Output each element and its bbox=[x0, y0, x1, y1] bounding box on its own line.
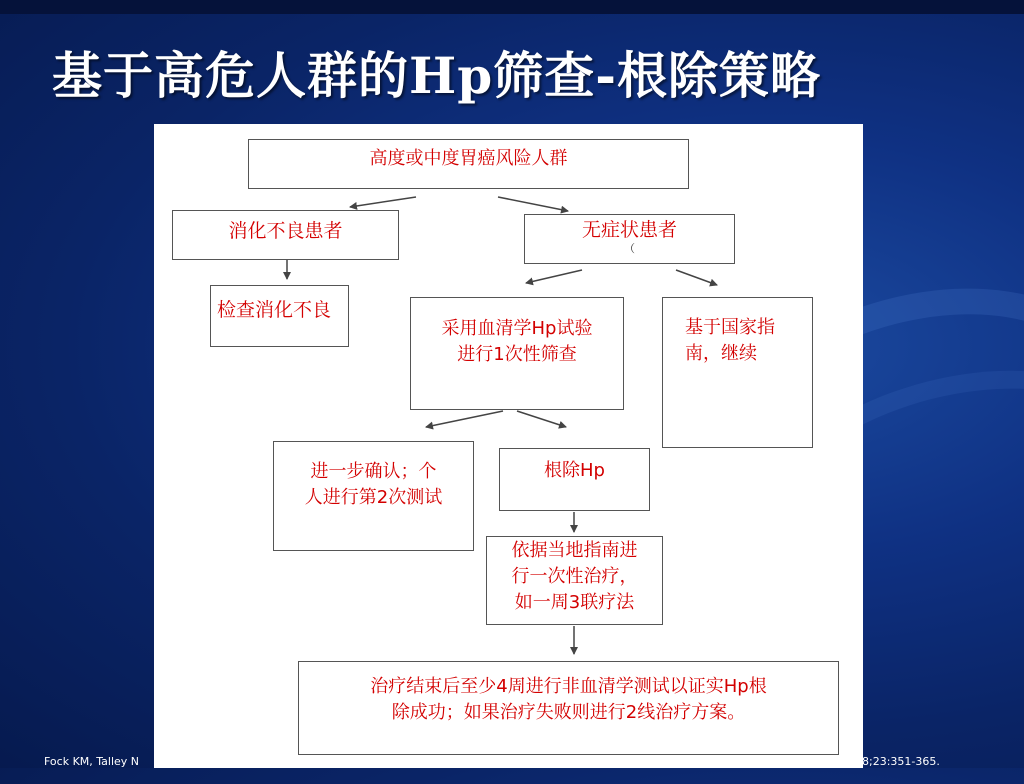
arrow-to-asymptomatic bbox=[498, 197, 568, 211]
confirm-line-1: 进一步确认；个 bbox=[310, 461, 437, 482]
footer-citation-right: 8;23:351-365. bbox=[862, 755, 940, 768]
local-line-2: 行一次性治疗， bbox=[511, 566, 638, 587]
arrow-to-confirm bbox=[426, 411, 503, 427]
top-bar bbox=[0, 0, 1024, 14]
confirm-line-2: 人进行第2次测试 bbox=[304, 487, 443, 508]
arrow-to-national bbox=[676, 270, 717, 285]
serology-line-1: 采用血清学Hp试验 bbox=[441, 318, 593, 339]
asymptomatic-note: （ bbox=[624, 242, 635, 255]
risk-group-label: 高度或中度胃癌风险人群 bbox=[369, 148, 568, 169]
arrow-to-eradicate bbox=[517, 411, 566, 427]
national-line-1: 基于国家指 bbox=[685, 317, 775, 338]
asymptomatic-label: 无症状患者 bbox=[581, 219, 677, 241]
arrow-to-dyspepsia bbox=[350, 197, 416, 207]
national-line-2: 南，继续 bbox=[685, 343, 757, 364]
final-line-1: 治疗结束后至少4周进行非血清学测试以证实Hp根 bbox=[370, 676, 767, 697]
footer-citation-left: Fock KM, Talley N bbox=[44, 755, 140, 768]
slide-title: 基于高危人群的Hp筛查-根除策略 bbox=[52, 46, 821, 105]
final-line-2: 除成功；如果治疗失败则进行2线治疗方案。 bbox=[391, 702, 746, 723]
local-line-3: 如一周3联疗法 bbox=[514, 592, 635, 613]
eradicate-label: 根除Hp bbox=[544, 460, 605, 481]
flowchart-arrows bbox=[154, 124, 863, 768]
dyspepsia-label: 消化不良患者 bbox=[228, 220, 343, 242]
check-dyspepsia-label: 检查消化不良 bbox=[217, 299, 332, 321]
arrow-to-serology bbox=[526, 270, 582, 283]
serology-line-2: 进行1次性筛查 bbox=[457, 344, 577, 365]
local-line-1: 依据当地指南进 bbox=[511, 540, 638, 561]
